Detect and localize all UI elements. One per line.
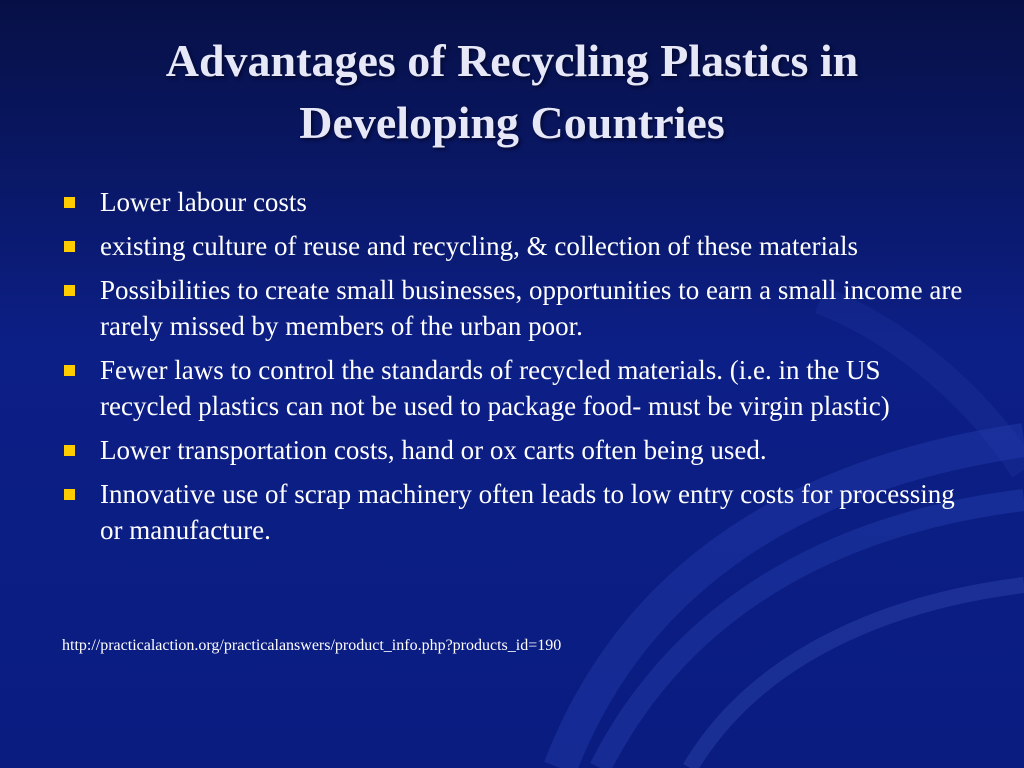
bullet-text: Lower transportation costs, hand or ox carts often being used.: [100, 435, 767, 465]
title-line-2: Developing Countries: [299, 97, 725, 148]
slide-title: [0, 30, 1024, 154]
bullet-text: existing culture of reuse and recycling, & collection of these materials: [100, 231, 858, 261]
square-bullet-icon: [64, 241, 75, 252]
source-url: http://practicalaction.org/practicalanswers/product_info.php?products_id=190: [62, 637, 562, 654]
square-bullet-icon: [64, 489, 75, 500]
bullet-item: [62, 228, 967, 264]
square-bullet-icon: [64, 285, 75, 296]
bullet-item: [62, 352, 967, 424]
square-bullet-icon: [64, 445, 75, 456]
bullet-text: Lower labour costs: [100, 187, 307, 217]
bullet-item: [62, 432, 967, 468]
bullet-text: Fewer laws to control the standards of recycled materials. (i.e. in the US recycled plastics can not be used to package food- must be virgin plastic): [100, 355, 890, 421]
bullet-item: [62, 184, 967, 220]
bullet-item: [62, 272, 967, 344]
square-bullet-icon: [64, 197, 75, 208]
bullet-list: [62, 184, 967, 556]
bullet-text: Possibilities to create small businesses, opportunities to earn a small income are rarely missed by members of the urban poor.: [100, 275, 963, 341]
bullet-text: Innovative use of scrap machinery often leads to low entry costs for processing or manufacture.: [100, 479, 955, 545]
bullet-item: [62, 476, 967, 548]
title-line-1: Advantages of Recycling Plastics in: [165, 35, 859, 86]
square-bullet-icon: [64, 365, 75, 376]
